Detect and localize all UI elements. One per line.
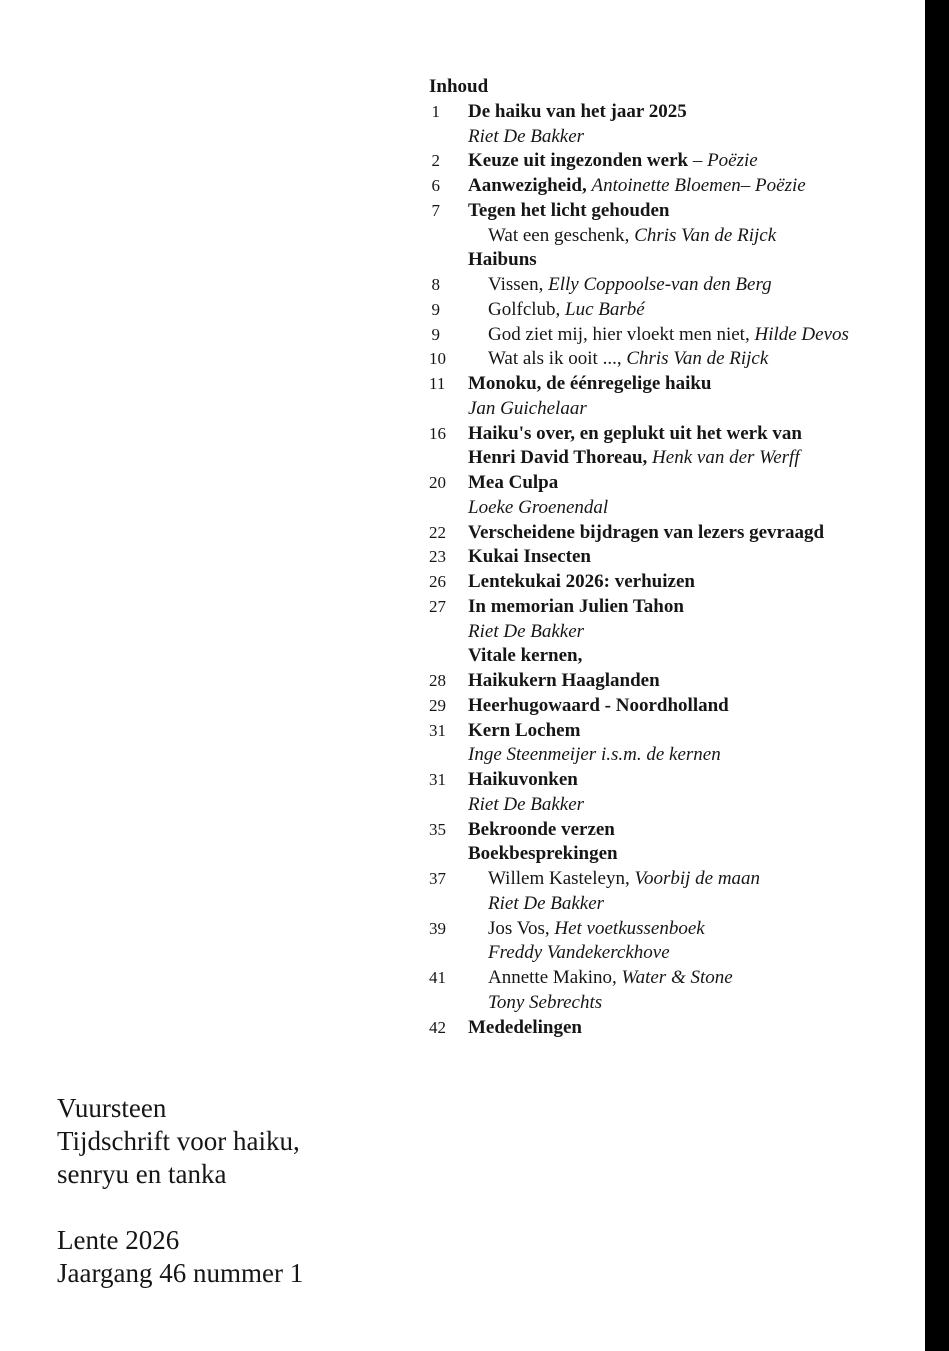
toc-entry xyxy=(429,372,849,397)
toc-entry-segment: Jos Vos, xyxy=(488,917,555,939)
toc-entry xyxy=(429,743,849,768)
toc-entry-segment: God ziet mij, hier vloekt men niet, xyxy=(488,323,755,345)
toc-entry-segment: Wat als ik ooit ..., xyxy=(488,348,627,370)
toc-entry xyxy=(429,694,849,719)
toc-entry-text xyxy=(468,719,849,744)
toc-entry-segment: Henri David Thoreau, xyxy=(468,447,653,469)
toc-entry-segment: Water & Stone xyxy=(621,967,733,988)
toc-entry-segment: In memorian Julien Tahon xyxy=(468,595,684,617)
toc-entry xyxy=(429,669,849,694)
toc-entry-segment: Willem Kasteleyn, xyxy=(488,868,635,889)
toc-entry-text xyxy=(488,298,849,323)
toc-entry-segment: Wat een geschenk, xyxy=(488,224,635,246)
toc-entry-segment: Kern Lochem xyxy=(468,719,581,741)
toc-entry xyxy=(429,298,849,323)
toc-entry-text xyxy=(468,521,849,546)
toc-entry-text xyxy=(488,917,849,942)
toc-entry xyxy=(429,199,849,224)
toc-entry-text xyxy=(488,323,849,348)
toc-page-number: 28 xyxy=(429,671,446,690)
toc-page-number: 20 xyxy=(429,473,446,492)
toc-rows xyxy=(429,100,849,1041)
toc-entry-segment: Vitale kernen, xyxy=(468,645,583,667)
toc-entry-text xyxy=(488,892,849,917)
toc-entry-segment: Heerhugowaard - Noordholland xyxy=(468,694,729,716)
magazine-subtitle-line2: senryu en tanka xyxy=(57,1159,227,1189)
toc-page-number: 9 xyxy=(431,299,440,319)
toc-entry-text xyxy=(468,422,849,447)
toc-entry-text xyxy=(468,199,849,224)
toc-page-number: 35 xyxy=(429,819,446,839)
toc-entry xyxy=(429,941,849,966)
toc-entry xyxy=(429,521,849,546)
toc-entry xyxy=(429,125,849,150)
toc-entry-segment: Lentekukai 2026: verhuizen xyxy=(468,571,695,592)
toc-entry xyxy=(429,422,849,447)
toc-entry-segment: Luc Barbé xyxy=(565,298,645,320)
toc-entry xyxy=(429,719,849,744)
toc-entry-text xyxy=(488,867,849,892)
toc-entry-text xyxy=(468,125,849,150)
toc-entry xyxy=(429,768,849,793)
toc-entry-text xyxy=(468,694,849,719)
toc-entry xyxy=(429,818,849,843)
toc-entry xyxy=(429,347,849,372)
toc-entry-text xyxy=(468,768,849,793)
toc-entry-segment: Mededelingen xyxy=(468,1016,582,1038)
toc-page-number: 41 xyxy=(429,968,446,987)
toc-page-number: 9 xyxy=(431,324,440,344)
toc-entry-segment: Annette Makino, xyxy=(488,967,622,988)
toc-entry-segment: Tony Sebrechts xyxy=(488,991,603,1013)
toc-page-number: 37 xyxy=(429,869,446,888)
toc-entry-text xyxy=(468,496,849,521)
toc-entry-text xyxy=(468,545,849,570)
toc-entry-segment: Haikuvonken xyxy=(468,769,578,790)
toc-page-number: 1 xyxy=(431,101,440,121)
toc-entry-text xyxy=(488,224,849,249)
toc-entry-segment: Elly Coppoolse-van den Berg xyxy=(548,274,772,295)
toc-entry-segment: Keuze uit ingezonden werk xyxy=(468,150,689,172)
toc-entry-text xyxy=(488,273,849,298)
toc-entry xyxy=(429,174,849,199)
toc-entry xyxy=(429,323,849,348)
toc-entry xyxy=(429,620,849,645)
toc-entry-text xyxy=(488,347,849,372)
toc-page-number: 27 xyxy=(429,596,446,616)
scan-edge-black-bar xyxy=(925,0,949,1351)
toc-entry-segment: Chris Van de Rijck xyxy=(626,348,769,370)
toc-page-number: 7 xyxy=(431,200,440,220)
toc-entry-text xyxy=(468,174,849,199)
toc-entry-text xyxy=(468,818,849,843)
toc-entry-segment: Jan Guichelaar xyxy=(468,397,587,419)
toc-entry-text xyxy=(488,991,849,1016)
toc-entry-text xyxy=(468,372,849,397)
toc-entry xyxy=(429,892,849,917)
toc-entry-text xyxy=(468,248,849,273)
toc-page-number: 26 xyxy=(429,572,446,591)
toc-entry xyxy=(429,595,849,620)
toc-entry-text xyxy=(468,149,849,174)
toc-entry-segment: Riet De Bakker xyxy=(468,125,585,147)
toc-page-number: 2 xyxy=(431,151,440,171)
toc-entry-text xyxy=(468,446,849,471)
toc-entry-segment: Golfclub, xyxy=(488,298,566,320)
toc-entry-segment: Het voetkussenboek xyxy=(554,917,705,939)
toc-entry-segment: Aanwezigheid, xyxy=(468,175,592,196)
toc-entry-segment: Haikukern Haaglanden xyxy=(468,670,660,691)
toc-entry-segment: Monoku, de éénregelige haiku xyxy=(468,373,712,394)
toc-entry-text xyxy=(468,100,849,125)
toc-entry-segment: Boekbesprekingen xyxy=(468,843,618,865)
toc-page-number: 22 xyxy=(429,522,446,542)
toc-entry xyxy=(429,273,849,298)
toc-entry-segment: Bekroonde verzen xyxy=(468,818,615,840)
toc-entry xyxy=(429,570,849,595)
toc-entry-segment: Loeke Groenendal xyxy=(468,496,609,518)
toc-entry-text xyxy=(488,966,849,991)
toc-page-number: 10 xyxy=(429,349,446,369)
toc-heading: Inhoud xyxy=(429,76,489,97)
toc-entry xyxy=(429,991,849,1016)
toc-entry-text xyxy=(468,620,849,645)
toc-entry-text xyxy=(468,1016,849,1041)
toc-entry xyxy=(429,842,849,867)
toc-entry-text xyxy=(468,842,849,867)
toc-entry xyxy=(429,397,849,422)
toc-entry xyxy=(429,248,849,273)
magazine-title: Vuursteen xyxy=(57,1093,167,1123)
toc-entry-segment: Haiku's over, en geplukt uit het werk van xyxy=(468,422,802,444)
toc-entry-segment: Voorbij de maan xyxy=(634,868,761,889)
toc-entry xyxy=(429,867,849,892)
toc-entry xyxy=(429,224,849,249)
toc-entry-segment: Chris Van de Rijck xyxy=(634,224,777,246)
table-of-contents xyxy=(429,75,849,1040)
toc-entry-segment: Freddy Vandekerckhove xyxy=(488,942,670,964)
toc-entry xyxy=(429,644,849,669)
toc-entry-segment: – xyxy=(688,150,708,172)
toc-page-number: 39 xyxy=(429,918,446,938)
toc-entry xyxy=(429,1016,849,1041)
toc-entry-segment: Haibuns xyxy=(468,249,537,271)
toc-entry-text xyxy=(468,669,849,694)
toc-entry xyxy=(429,545,849,570)
toc-entry-segment: Inge Steenmeijer i.s.m. de kernen xyxy=(468,744,721,766)
toc-page-number: 11 xyxy=(429,374,446,393)
toc-entry xyxy=(429,471,849,496)
toc-entry-segment: Antoinette Bloemen– Poëzie xyxy=(591,175,806,196)
toc-page-number: 31 xyxy=(429,770,446,789)
toc-entry-segment: Henk van der Werff xyxy=(652,447,800,469)
toc-page-number: 16 xyxy=(429,423,446,443)
imprint-gap xyxy=(57,1191,303,1224)
magazine-subtitle-line1: Tijdschrift voor haiku, xyxy=(57,1126,300,1156)
toc-entry xyxy=(429,446,849,471)
toc-page-number: 42 xyxy=(429,1017,446,1037)
toc-entry-text xyxy=(468,397,849,422)
magazine-season: Lente 2026 xyxy=(57,1225,180,1255)
toc-entry-segment: Riet De Bakker xyxy=(468,793,585,815)
toc-entry-segment: Tegen het licht gehouden xyxy=(468,199,670,221)
toc-page-number: 29 xyxy=(429,695,446,715)
toc-page-number: 31 xyxy=(429,720,446,740)
toc-entry-segment: Kukai Insecten xyxy=(468,546,591,568)
toc-entry xyxy=(429,966,849,991)
toc-entry xyxy=(429,917,849,942)
toc-entry-text xyxy=(468,793,849,818)
toc-entry-segment: Riet De Bakker xyxy=(468,620,585,642)
toc-entry-text xyxy=(468,743,849,768)
imprint-block xyxy=(57,1092,303,1290)
toc-page-number: 8 xyxy=(431,275,440,294)
toc-entry-text xyxy=(468,570,849,595)
toc-entry xyxy=(429,793,849,818)
toc-entry-segment: Riet De Bakker xyxy=(488,892,605,914)
toc-entry-segment: Hilde Devos xyxy=(754,323,849,345)
toc-entry xyxy=(429,100,849,125)
toc-entry xyxy=(429,496,849,521)
toc-page-number: 23 xyxy=(429,547,446,567)
toc-entry-segment: Poëzie xyxy=(707,150,758,172)
toc-entry xyxy=(429,149,849,174)
toc-entry-text xyxy=(468,644,849,669)
toc-entry-text xyxy=(488,941,849,966)
toc-page-number: 6 xyxy=(431,176,440,195)
toc-entry-segment: Mea Culpa xyxy=(468,472,559,493)
toc-entry-text xyxy=(468,471,849,496)
toc-entry-segment: Vissen, xyxy=(488,274,549,295)
toc-entry-segment: Verscheidene bijdragen van lezers gevraagd xyxy=(468,521,825,543)
toc-entry-text xyxy=(468,595,849,620)
magazine-issue: Jaargang 46 nummer 1 xyxy=(57,1258,304,1288)
toc-entry-segment: De haiku van het jaar 2025 xyxy=(468,100,687,122)
